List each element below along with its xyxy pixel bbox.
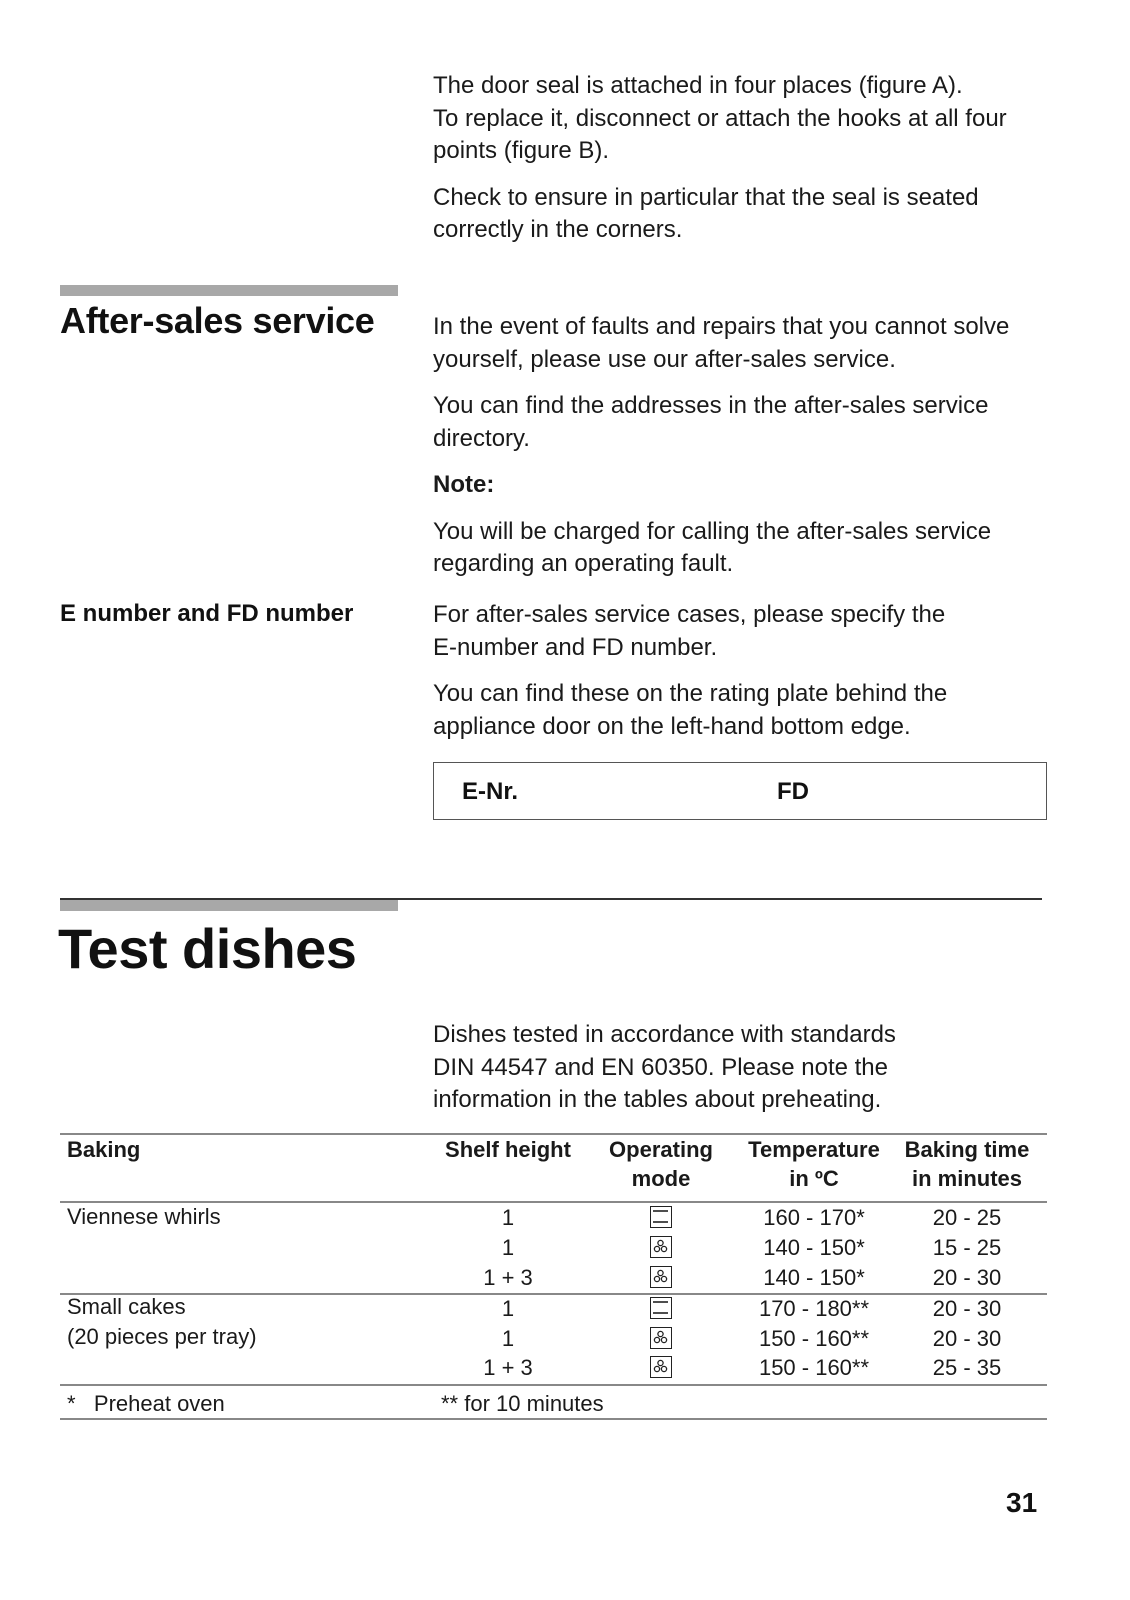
e-number-subheading: E number and FD number [60, 600, 354, 627]
shelf-cell: 1 [501, 1326, 515, 1351]
rating-plate-box [433, 762, 1047, 820]
top-bottom-heating-icon [650, 1297, 672, 1319]
temperature-cell: 140 - 150* [763, 1265, 865, 1290]
test-dishes-intro [433, 1019, 1073, 1117]
time-cell: 20 - 25 [932, 1205, 1002, 1230]
header-time-2: in minutes [911, 1166, 1022, 1191]
header-temp-2: in ºC [789, 1166, 839, 1191]
page-title: Test dishes [58, 917, 357, 980]
door-seal-line-4: Check to ensure in particular that the seal is seated [433, 183, 979, 211]
dish-name-detail: (20 pieces per tray) [67, 1324, 257, 1349]
temperature-cell: 150 - 160** [758, 1355, 870, 1380]
time-cell: 20 - 30 [932, 1326, 1002, 1351]
header-baking: Baking [67, 1137, 141, 1162]
temperature-cell: 140 - 150* [763, 1235, 865, 1260]
door-seal-line-5: correctly in the corners. [433, 216, 683, 243]
header-mode-2: mode [631, 1166, 691, 1191]
note-label: Note: [433, 471, 495, 498]
hot-air-fan-icon [650, 1266, 672, 1288]
top-bottom-heating-icon [650, 1206, 672, 1228]
hot-air-fan-icon [650, 1327, 672, 1349]
e-number-line-3: You can find these on the rating plate behind the [433, 680, 948, 707]
after-sales-line-1: In the event of faults and repairs that you cannot solve [433, 313, 1010, 340]
intro-line-3: information in the tables about preheating. [433, 1086, 882, 1113]
hot-air-fan-icon [650, 1356, 672, 1378]
header-shelf: Shelf height [445, 1137, 571, 1162]
time-cell: 20 - 30 [932, 1265, 1002, 1290]
page-number: 31 [1006, 1487, 1038, 1518]
header-mode-1: Operating [609, 1137, 713, 1162]
intro-line-2: DIN 44547 and EN 60350. Please note the [433, 1053, 888, 1081]
note-line-2: regarding an operating fault. [433, 550, 734, 577]
door-seal-line-3: points (figure B). [433, 137, 610, 164]
footnote-duration: ** for 10 minutes [441, 1391, 604, 1416]
e-number-body [433, 599, 1073, 743]
fd-label: FD [777, 778, 809, 805]
table-top-rule [60, 1133, 1047, 1135]
e-number-line-1: For after-sales service cases, please specify the [433, 601, 946, 628]
after-sales-line-4: directory. [433, 424, 530, 452]
intro-line-1: Dishes tested in accordance with standards [433, 1021, 896, 1048]
enr-label: E-Nr. [462, 778, 519, 805]
temperature-cell: 150 - 160** [758, 1326, 870, 1351]
shelf-cell: 1 + 3 [483, 1265, 533, 1290]
dish-name: Viennese whirls [67, 1204, 221, 1229]
table-body-rule [60, 1384, 1047, 1386]
section-divider-bar [60, 285, 398, 296]
shelf-cell: 1 + 3 [483, 1355, 533, 1380]
time-cell: 20 - 30 [932, 1296, 1002, 1321]
chapter-divider-bar [60, 900, 398, 911]
footnote-preheat: * Preheat oven [67, 1391, 225, 1416]
table-bottom-rule [60, 1418, 1047, 1420]
after-sales-line-3: You can find the addresses in the after-sales service [433, 392, 989, 419]
door-seal-section [433, 70, 1073, 247]
after-sales-line-2: yourself, please use our after-sales service. [433, 345, 896, 373]
after-sales-heading: After-sales service [60, 300, 375, 341]
header-time-1: Baking time [904, 1137, 1030, 1162]
shelf-cell: 1 [501, 1205, 515, 1230]
e-number-line-4: appliance door on the left-hand bottom edge. [433, 712, 911, 740]
shelf-cell: 1 [501, 1235, 515, 1260]
shelf-cell: 1 [501, 1296, 515, 1321]
temperature-cell: 160 - 170* [763, 1205, 865, 1230]
after-sales-body [433, 311, 1073, 581]
note-line-1: You will be charged for calling the after-sales service [433, 517, 992, 545]
header-temp-1: Temperature [748, 1137, 880, 1162]
time-cell: 15 - 25 [932, 1235, 1002, 1260]
hot-air-fan-icon [650, 1236, 672, 1258]
time-cell: 25 - 35 [932, 1355, 1002, 1380]
e-number-line-2: E-number and FD number. [433, 633, 718, 661]
temperature-cell: 170 - 180** [758, 1296, 870, 1321]
door-seal-line-1: The door seal is attached in four places (figure A). [433, 72, 963, 99]
dish-name: Small cakes [67, 1294, 186, 1319]
door-seal-line-2: To replace it, disconnect or attach the hooks at all four [433, 104, 1007, 132]
